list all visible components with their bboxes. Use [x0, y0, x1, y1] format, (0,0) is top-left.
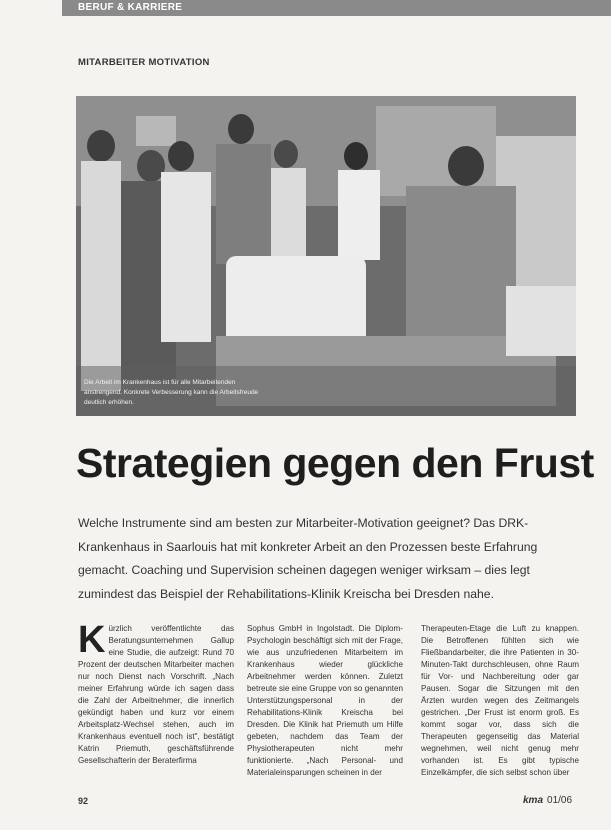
body-column-1: [78, 623, 234, 793]
column-3-text: Therapeuten-Etage die Luft zu knappen. Die Betroffenen fühlten sich wie Fließbandarbeiter, die ihre Patienten in 30-Minuten-Takt durchschleusen, ohne Raum für Vor- und Nachbereitung oder gar Pausen. Sogar die Sitzungen mit den Ärzten wurden wegen des Zeitmangels gestrichen. „Der Frust ist enorm groß. Es kommt sogar vor, dass sich die Therapeuten gegenseitig das Material wegnehmen, weil nicht genug mehr vorhanden ist. Es gibt typische Einzelkämpfer, die sich selbst schon über: [421, 624, 579, 777]
magazine-brand: kma: [523, 795, 544, 806]
article-headline: Strategien gegen den Frust: [76, 440, 594, 486]
section-title: BERUF & KARRIERE: [78, 2, 183, 13]
drop-cap: K: [78, 623, 106, 661]
kicker: MITARBEITER MOTIVATION: [78, 57, 210, 68]
photo-caption: Die Arbeit im Krankenhaus ist für alle Mitarbeitenden anstrengend. Konkrete Verbesserung kann die Arbeitsfreude deutlich erhöhen.: [84, 379, 259, 406]
article-photo: [76, 96, 576, 416]
issue-number: 01/06: [547, 795, 573, 806]
section-header: [62, 0, 611, 16]
column-2-text: Sophus GmbH in Ingolstadt. Die Diplom-Psychologin beschäftigt sich mit der Frage, wie aus unzufriedenen Mitarbeitern im Krankenhaus wieder glückliche Arbeitnehmer werden können. Zuletzt betreute sie eine Gruppe von so genannten Unterstützungspersonal in der Rehabilitations-Klinik Kreischa bei Dresden. Die Klinik hat Priemuth um Hilfe gebeten, nachdem das Team der Physiotherapeuten nicht mehr funktionierte. „Nach Personal- und Materialeinsparungen scheinen in der: [247, 624, 403, 777]
body-column-3: [421, 623, 579, 793]
body-column-2: [247, 623, 403, 793]
page-number: 92: [78, 796, 89, 806]
article-intro: Welche Instrumente sind am besten zur Mitarbeiter-Motivation geeignet? Das DRK-Krankenhaus in Saarlouis hat mit konkreter Arbeit an den Prozessen beste Erfahrung gemacht. Coaching und Supervision scheinen dagegen weniger wirksam – dies legt zumindest das Beispiel der Rehabilitations-Klinik Kreischa bei Dresden nahe.: [78, 516, 538, 601]
column-1-text: ürzlich veröffentlichte das Beratungsunternehmen Gallup eine Studie, die aufzeigt: Rund 70 Prozent der deutschen Mitarbeiter machen nur noch Dienst nach Vorschrift. „Nach meiner Erfahrung würde ich sagen dass die Zahl der Arbeitnehmer, die innerlich gekündigt haben und kurz vor einem Arbeitsplatz-Wechsel stehen, auch im Krankenhaus eventuell noch ist", bestätigt Katrin Priemuth, geschäftsführende Gesellschafterin der Beraterfirma: [78, 624, 234, 765]
footer-issue: [523, 795, 572, 806]
hospital-photo-illustration: [76, 96, 576, 416]
